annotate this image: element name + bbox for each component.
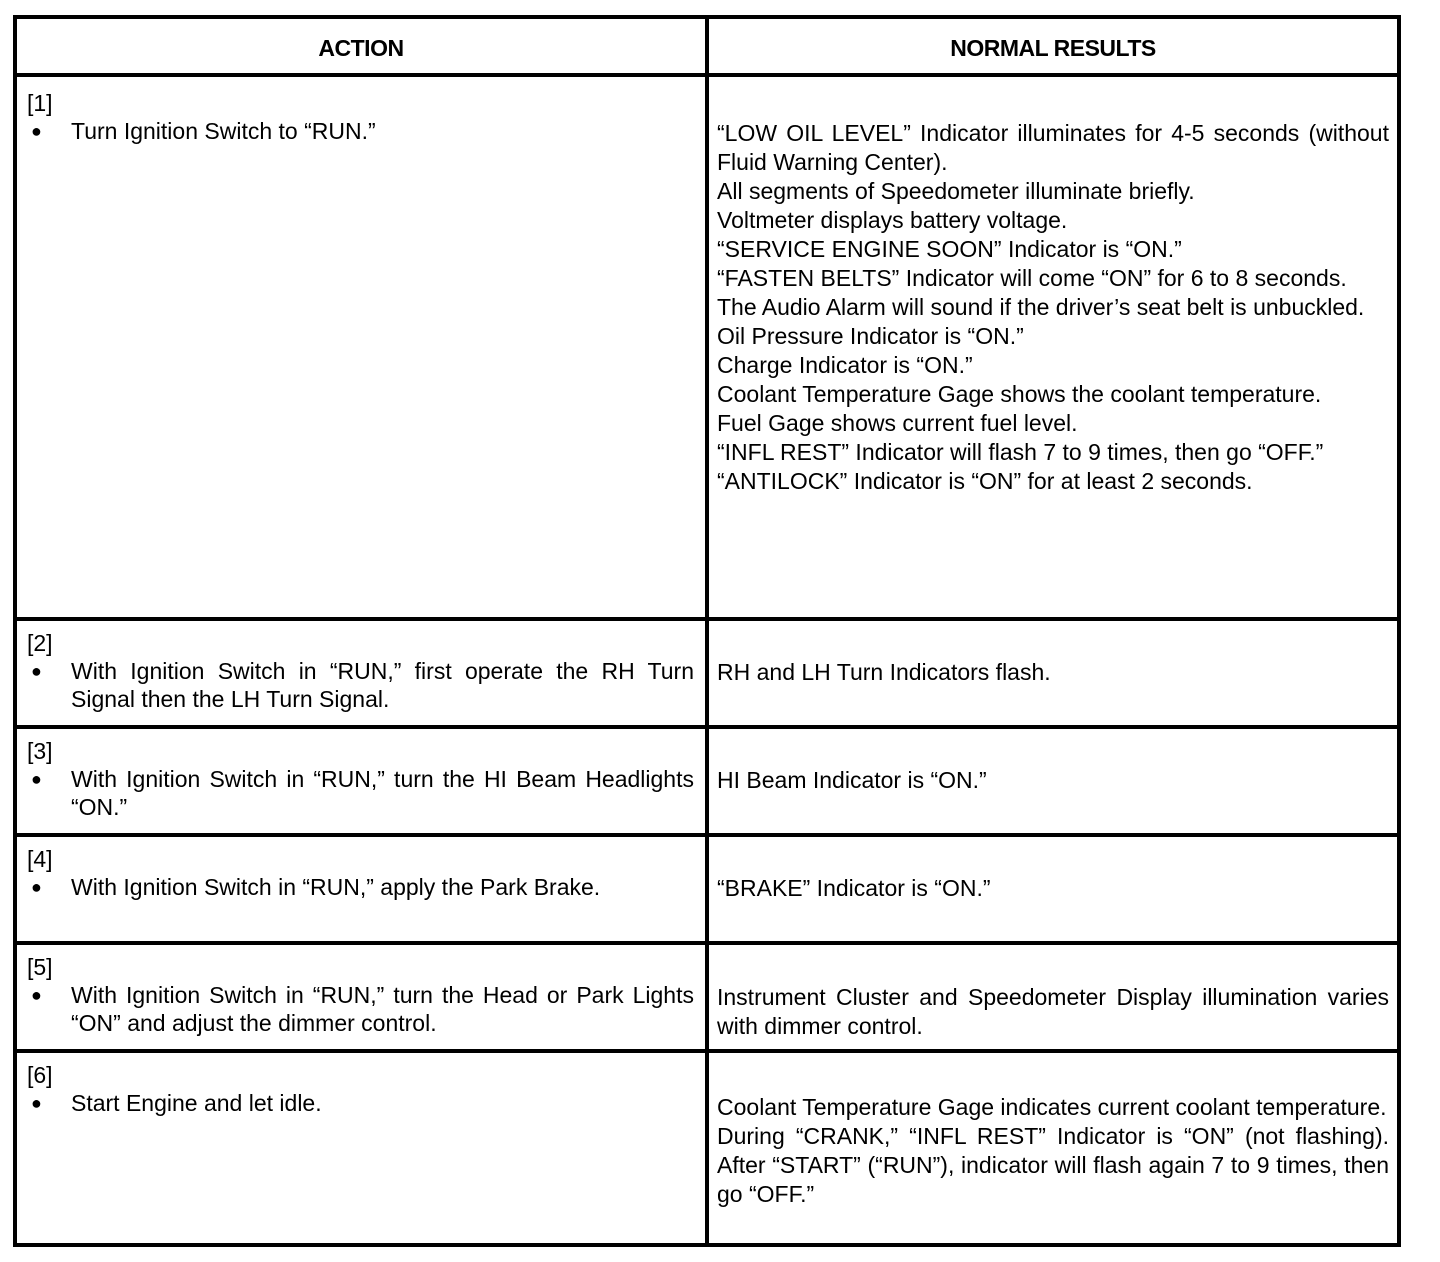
result-line: Voltmeter displays battery voltage. bbox=[717, 207, 1068, 233]
result-line: “INFL REST” Indicator will flash 7 to 9 times, then go “OFF.” bbox=[717, 439, 1324, 465]
results-cell bbox=[717, 658, 1389, 687]
result-line: The Audio Alarm will sound if the driver’s seat belt is unbuckled. bbox=[717, 294, 1365, 320]
table-row bbox=[17, 621, 1397, 729]
action-text: Turn Ignition Switch to “RUN.” bbox=[71, 118, 376, 144]
bullet-icon: ● bbox=[31, 661, 42, 681]
result-line: Coolant Temperature Gage shows the coolant temperature. bbox=[717, 381, 1322, 407]
result-line: “BRAKE” Indicator is “ON.” bbox=[717, 875, 991, 901]
action-text: With Ignition Switch in “RUN,” turn the Head or Park Lights “ON” and adjust the dimmer control. bbox=[71, 982, 694, 1036]
step-number: [5] bbox=[27, 954, 53, 980]
results-cell bbox=[717, 983, 1389, 1041]
result-line: Instrument Cluster and Speedometer Display illumination varies with dimmer control. bbox=[717, 984, 1389, 1039]
result-line: “FASTEN BELTS” Indicator will come “ON” for 6 to 8 seconds. bbox=[717, 265, 1347, 291]
action-column-header: ACTION bbox=[318, 35, 404, 61]
step-number: [4] bbox=[27, 846, 53, 872]
result-line: Charge Indicator is “ON.” bbox=[717, 352, 973, 378]
action-text: With Ignition Switch in “RUN,” first operate the RH Turn Signal then the LH Turn Signal. bbox=[71, 658, 694, 712]
results-cell bbox=[717, 874, 1389, 903]
result-line: RH and LH Turn Indicators flash. bbox=[717, 659, 1051, 685]
result-line: Coolant Temperature Gage indicates current coolant temperature. bbox=[717, 1094, 1387, 1120]
result-line: All segments of Speedometer illuminate briefly. bbox=[717, 178, 1195, 204]
result-line: Fuel Gage shows current fuel level. bbox=[717, 410, 1078, 436]
results-cell bbox=[717, 766, 1389, 795]
step-number: [6] bbox=[27, 1062, 53, 1088]
bullet-icon: ● bbox=[31, 769, 42, 789]
results-cell bbox=[717, 1093, 1389, 1209]
action-text: With Ignition Switch in “RUN,” turn the HI Beam Headlights “ON.” bbox=[71, 766, 694, 820]
table-header bbox=[17, 19, 1397, 77]
result-line: “ANTILOCK” Indicator is “ON” for at least 2 seconds. bbox=[717, 468, 1253, 494]
result-line: Oil Pressure Indicator is “ON.” bbox=[717, 323, 1024, 349]
result-line: “SERVICE ENGINE SOON” Indicator is “ON.” bbox=[717, 236, 1182, 262]
bullet-icon: ● bbox=[31, 877, 42, 897]
step-number: [3] bbox=[27, 738, 53, 764]
table-row bbox=[17, 77, 1397, 621]
results-cell bbox=[717, 119, 1389, 496]
result-line: HI Beam Indicator is “ON.” bbox=[717, 767, 987, 793]
table-row bbox=[17, 945, 1397, 1053]
result-line: “LOW OIL LEVEL” Indicator illuminates for 4-5 seconds (without Fluid Warning Center). bbox=[717, 120, 1389, 175]
table-row bbox=[17, 837, 1397, 945]
bullet-icon: ● bbox=[31, 121, 42, 141]
step-number: [2] bbox=[27, 630, 53, 656]
table-row bbox=[17, 1053, 1397, 1243]
step-number: [1] bbox=[27, 90, 53, 116]
action-text: With Ignition Switch in “RUN,” apply the Park Brake. bbox=[71, 874, 601, 900]
result-line: During “CRANK,” “INFL REST” Indicator is “ON” (not flashing). After “START” (“RUN”), indicator will flash again 7 to 9 times, then go “OFF.” bbox=[717, 1123, 1389, 1207]
bullet-icon: ● bbox=[31, 1093, 42, 1113]
action-text: Start Engine and let idle. bbox=[71, 1090, 322, 1116]
table-row bbox=[17, 729, 1397, 837]
results-column-header: NORMAL RESULTS bbox=[950, 35, 1156, 61]
bullet-icon: ● bbox=[31, 985, 42, 1005]
diagnostic-table bbox=[13, 15, 1401, 1247]
